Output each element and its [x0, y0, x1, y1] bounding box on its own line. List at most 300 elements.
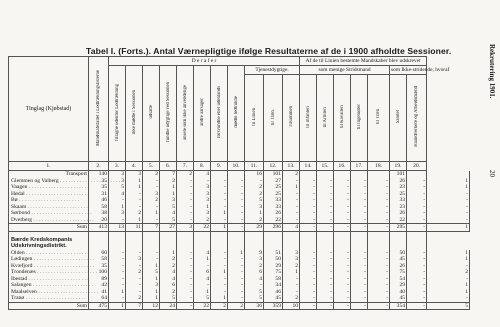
cell-value: 4: [160, 276, 177, 283]
cell-value: -: [143, 256, 160, 263]
cell-value: -: [228, 282, 245, 289]
cell-value: -: [177, 250, 194, 257]
cell-value: 3: [194, 197, 211, 204]
cell-value: 354: [390, 302, 407, 310]
cell-value: -: [407, 276, 427, 283]
cell-value: 1: [427, 289, 470, 296]
header-col: andre aarsager: [194, 66, 211, 162]
cell-value: 1: [109, 302, 126, 310]
cell-value: 1: [427, 250, 470, 257]
header-col: til Træn: [368, 75, 390, 162]
column-number: 1.: [9, 162, 89, 171]
cell-value: 23: [390, 184, 407, 191]
cell-value: 2: [245, 217, 264, 224]
cell-value: 3: [160, 197, 177, 204]
cell-value: -: [351, 289, 368, 296]
district-name: Transport: [9, 171, 89, 178]
cell-value: -: [300, 217, 317, 224]
cell-value: 50: [390, 250, 407, 257]
cell-value: 1: [143, 263, 160, 270]
cell-value: -: [194, 178, 211, 185]
cell-value: 6: [160, 282, 177, 289]
cell-value: -: [283, 197, 300, 204]
cell-value: -: [407, 204, 427, 211]
cell-value: 35: [89, 178, 109, 185]
cell-value: 3: [143, 191, 160, 198]
cell-value: -: [368, 197, 390, 204]
cell-value: 29: [390, 282, 407, 289]
cell-value: -: [334, 282, 351, 289]
cell-value: 2: [160, 256, 177, 263]
district-name: Bø . . .: [9, 197, 89, 204]
header-col: til Ingeniører: [351, 75, 368, 162]
cell-value: -: [368, 210, 390, 217]
cell-value: -: [109, 282, 126, 289]
cell-value: -: [194, 282, 211, 289]
cell-value: -: [300, 276, 317, 283]
cell-value: -: [351, 210, 368, 217]
cell-value: -: [407, 191, 427, 198]
cell-value: -: [228, 184, 245, 191]
cell-value: 6: [245, 269, 264, 276]
cell-value: 5: [160, 295, 177, 302]
column-number: 7.: [177, 162, 194, 171]
column-number: 4.: [126, 162, 143, 171]
cell-value: 20: [89, 217, 109, 224]
district-name: Vaagen . . .: [9, 184, 89, 191]
cell-value: 2: [126, 210, 143, 217]
cell-value: -: [228, 263, 245, 270]
cell-value: -: [334, 302, 351, 310]
cell-value: -: [334, 289, 351, 296]
cell-value: -: [427, 210, 470, 217]
cell-value: -: [334, 191, 351, 198]
cell-value: 3: [194, 210, 211, 217]
cell-value: -: [283, 289, 300, 296]
cell-value: 5: [245, 289, 264, 296]
cell-value: -: [228, 289, 245, 296]
cell-value: 31: [89, 191, 109, 198]
column-number: 13.: [283, 162, 300, 171]
cell-value: 5: [160, 217, 177, 224]
cell-value: -: [109, 197, 126, 204]
column-number: 17.: [351, 162, 368, 171]
cell-value: -: [334, 276, 351, 283]
cell-value: 45: [390, 295, 407, 302]
cell-value: 2: [126, 295, 143, 302]
cell-value: -: [407, 178, 427, 185]
cell-value: -: [368, 302, 390, 310]
cell-value: -: [427, 295, 470, 302]
column-number: 15.: [317, 162, 334, 171]
cell-value: 4: [160, 210, 177, 217]
table-title: Tabel I. (Forts.). Antal Værnepligtige ifølge Resultaterne af de i 1900 afholdte Sessioner.: [86, 46, 452, 56]
header-ikke-stridende: som Ikke-stridende, hvoraf: [391, 66, 450, 73]
cell-value: 2: [177, 171, 194, 178]
cell-value: -: [211, 256, 228, 263]
cell-value: 16: [245, 171, 264, 178]
header-col: til Artilleri: [317, 75, 334, 162]
header-total: Mandskabstallet i Lodtrækningslisterne: [89, 57, 109, 162]
cell-value: 23: [390, 204, 407, 211]
cell-value: -: [228, 197, 245, 204]
cell-value: -: [126, 282, 143, 289]
cell-value: -: [407, 295, 427, 302]
cell-value: -: [300, 197, 317, 204]
cell-value: -: [407, 263, 427, 270]
cell-value: -: [228, 204, 245, 211]
cell-value: -: [368, 256, 390, 263]
page-number: 20: [488, 170, 496, 177]
cell-value: 1: [228, 250, 245, 257]
cell-value: 12: [143, 302, 160, 310]
column-number: 9.: [211, 162, 228, 171]
cell-value: -: [228, 269, 245, 276]
cell-value: 1: [211, 295, 228, 302]
cell-value: 26: [264, 210, 283, 217]
cell-value: -: [300, 289, 317, 296]
cell-value: -: [407, 269, 427, 276]
cell-value: -: [351, 269, 368, 276]
cell-value: -: [407, 224, 427, 232]
column-number: 16.: [334, 162, 351, 171]
cell-value: 2: [160, 289, 177, 296]
district-name: Hødal . . .: [9, 191, 89, 198]
cell-value: -: [211, 191, 228, 198]
cell-value: 40: [390, 289, 407, 296]
district-name: Sørbond . . .: [9, 210, 89, 217]
cell-value: -: [300, 191, 317, 198]
cell-value: 1: [427, 184, 470, 191]
cell-value: -: [407, 256, 427, 263]
cell-value: -: [228, 295, 245, 302]
column-number: 19.: [390, 162, 407, 171]
cell-value: -: [109, 295, 126, 302]
cell-value: 1: [109, 289, 126, 296]
cell-value: 5: [109, 184, 126, 191]
cell-value: 2: [283, 171, 300, 178]
cell-value: -: [143, 204, 160, 211]
header-col: til Træn.: [264, 75, 283, 162]
cell-value: [351, 171, 368, 178]
cell-value: -: [317, 184, 334, 191]
cell-value: 4: [194, 171, 211, 178]
cell-value: [427, 171, 470, 178]
cell-value: -: [334, 210, 351, 217]
side-label: Rekrutering 1901.: [488, 44, 496, 99]
cell-value: 33: [264, 197, 283, 204]
cell-value: -: [317, 217, 334, 224]
sum-row: [9, 224, 470, 232]
cell-value: 26: [390, 210, 407, 217]
cell-value: -: [228, 191, 245, 198]
cell-value: -: [368, 184, 390, 191]
cell-value: -: [143, 217, 160, 224]
cell-value: -: [317, 282, 334, 289]
cell-value: -: [351, 217, 368, 224]
cell-value: 45: [264, 295, 283, 302]
cell-value: -: [334, 184, 351, 191]
cell-value: -: [211, 204, 228, 211]
cell-value: 42: [89, 282, 109, 289]
cell-value: -: [177, 282, 194, 289]
cell-value: 7: [143, 224, 160, 232]
cell-value: -: [300, 224, 317, 232]
cell-value: -: [177, 197, 194, 204]
cell-value: 3: [109, 171, 126, 178]
table-row: [9, 171, 470, 178]
cell-value: -: [211, 178, 228, 185]
cell-value: -: [334, 204, 351, 211]
cell-value: 2: [211, 302, 228, 310]
cell-value: -: [368, 295, 390, 302]
cell-value: -: [351, 250, 368, 257]
header-col: forsvundne eller udenlands: [211, 66, 228, 162]
cell-value: -: [351, 276, 368, 283]
cell-value: 3: [177, 224, 194, 232]
cell-value: -: [300, 250, 317, 257]
cell-value: -: [368, 204, 390, 211]
sum-row: [9, 302, 470, 310]
cell-value: 296: [264, 224, 283, 232]
cell-value: -: [334, 256, 351, 263]
cell-value: -: [334, 197, 351, 204]
table-row: [9, 217, 470, 224]
column-number: 5.: [143, 162, 160, 171]
district-name: Bærde Kredskompanis: [9, 237, 89, 244]
table-row: [9, 295, 470, 302]
cell-value: -: [211, 289, 228, 296]
cell-value: -: [427, 263, 470, 270]
cell-value: 54: [390, 276, 407, 283]
cell-value: 1: [143, 276, 160, 283]
cell-value: -: [317, 197, 334, 204]
cell-value: -: [211, 184, 228, 191]
cell-value: -: [300, 184, 317, 191]
cell-value: -: [351, 282, 368, 289]
cell-value: -: [334, 295, 351, 302]
cell-value: 3: [109, 178, 126, 185]
cell-value: -: [317, 210, 334, 217]
column-number: 14.: [300, 162, 317, 171]
cell-value: -: [317, 302, 334, 310]
cell-value: -: [143, 184, 160, 191]
cell-value: 2: [160, 178, 177, 185]
cell-value: 1: [283, 184, 300, 191]
header-col: til Infanteri: [300, 75, 317, 162]
cell-value: -: [351, 204, 368, 211]
cell-value: 60: [89, 250, 109, 257]
cell-value: -: [317, 295, 334, 302]
cell-value: 5: [143, 269, 160, 276]
cell-value: -: [334, 217, 351, 224]
cell-value: 25: [264, 184, 283, 191]
cell-value: 3: [283, 256, 300, 263]
cell-value: -: [368, 282, 390, 289]
cell-value: 1: [160, 250, 177, 257]
cell-value: -: [300, 256, 317, 263]
district-name: Udskrivningsdistrikt.: [9, 243, 89, 250]
cell-value: [300, 171, 317, 178]
cell-value: 34: [264, 282, 283, 289]
cell-value: 359: [264, 302, 283, 310]
cell-value: 101: [390, 171, 407, 178]
cell-value: -: [245, 178, 264, 185]
cell-value: 140: [89, 171, 109, 178]
cell-value: -: [283, 276, 300, 283]
cell-value: -: [143, 250, 160, 257]
cell-value: -: [351, 302, 368, 310]
cell-value: 5: [194, 295, 211, 302]
cell-value: 29: [245, 224, 264, 232]
cell-value: 1: [427, 178, 470, 185]
cell-value: -: [300, 269, 317, 276]
cell-value: 5: [245, 197, 264, 204]
cell-value: -: [427, 197, 470, 204]
cell-value: -: [334, 250, 351, 257]
cell-value: -: [126, 250, 143, 257]
cell-value: 24: [160, 302, 177, 310]
cell-value: 45: [390, 256, 407, 263]
cell-value: 13: [109, 224, 126, 232]
cell-value: -: [368, 178, 390, 185]
header-col: Sanitet: [390, 75, 407, 162]
cell-value: -: [143, 178, 160, 185]
cell-value: -: [351, 295, 368, 302]
column-number: 18.: [368, 162, 390, 171]
cell-value: 5: [245, 295, 264, 302]
cell-value: 101: [264, 171, 283, 178]
cell-value: 2: [228, 302, 245, 310]
cell-value: 2: [283, 295, 300, 302]
cell-value: -: [109, 269, 126, 276]
cell-value: 58: [89, 204, 109, 211]
cell-value: 3: [126, 171, 143, 178]
header-col: mødte lodtrukne: [228, 66, 245, 162]
cell-value: 2: [160, 263, 177, 270]
cell-value: 22: [194, 224, 211, 232]
cell-value: -: [317, 263, 334, 270]
cell-value: 1: [126, 217, 143, 224]
cell-value: -: [177, 210, 194, 217]
header-deraf-er: D e r a f e r: [109, 57, 300, 66]
column-number: 2.: [89, 162, 109, 171]
cell-value: -: [351, 224, 368, 232]
district-name: Kvæfjord . . .: [9, 263, 89, 270]
district-name: Olden . . .: [9, 250, 89, 257]
cell-value: 1: [211, 224, 228, 232]
cell-value: -: [317, 289, 334, 296]
cell-value: 1: [143, 295, 160, 302]
cell-value: 2: [283, 263, 300, 270]
cell-value: -: [407, 302, 427, 310]
cell-value: -: [211, 197, 228, 204]
cell-value: -: [300, 302, 317, 310]
cell-value: -: [407, 250, 427, 257]
header-col: Tilsammen: [283, 75, 300, 162]
cell-value: -: [177, 269, 194, 276]
district-name: Ibestad . . .: [9, 276, 89, 283]
district-name: Dverberg . . .: [9, 217, 89, 224]
cell-value: -: [283, 178, 300, 185]
district-name: Salangen . . .: [9, 282, 89, 289]
cell-value: 58: [264, 276, 283, 283]
cell-value: 2: [245, 263, 264, 270]
cell-value: 1: [109, 204, 126, 211]
cell-value: 35: [89, 263, 109, 270]
cell-value: -: [228, 276, 245, 283]
cell-value: 2: [245, 191, 264, 198]
header-right-group: Af de til Linien bestemte Mandskaber blev udskrevet: [300, 57, 427, 66]
cell-value: 1: [194, 204, 211, 211]
cell-value: -: [317, 224, 334, 232]
header-col: udsatte: [143, 66, 160, 162]
cell-value: 1: [160, 184, 177, 191]
cell-value: 41: [89, 289, 109, 296]
cell-value: -: [317, 191, 334, 198]
cell-value: 1: [427, 224, 470, 232]
header-tjenestdygtige: Tjenestdygtige.: [245, 66, 300, 75]
cell-value: -: [351, 184, 368, 191]
statistics-table: [8, 56, 470, 310]
cell-value: 3: [143, 282, 160, 289]
cell-value: [407, 171, 427, 178]
cell-value: 4: [283, 224, 300, 232]
cell-value: -: [427, 276, 470, 283]
cell-value: 295: [390, 224, 407, 232]
cell-value: -: [368, 276, 390, 283]
cell-value: -: [177, 256, 194, 263]
cell-value: -: [177, 217, 194, 224]
cell-value: -: [177, 204, 194, 211]
cell-value: [228, 171, 245, 178]
cell-value: -: [351, 197, 368, 204]
cell-value: -: [334, 178, 351, 185]
cell-value: 58: [89, 256, 109, 263]
cell-value: 35: [89, 184, 109, 191]
cell-value: 75: [264, 269, 283, 276]
cell-value: -: [407, 217, 427, 224]
cell-value: 2: [126, 269, 143, 276]
cell-value: 33: [390, 197, 407, 204]
cell-value: [334, 171, 351, 178]
cell-value: 29: [264, 263, 283, 270]
cell-value: 33: [264, 204, 283, 211]
cell-value: 3: [283, 250, 300, 257]
column-number: 8.: [194, 162, 211, 171]
cell-value: 4: [194, 250, 211, 257]
district-name: Skaam . . .: [9, 204, 89, 211]
cell-value: -: [351, 256, 368, 263]
cell-value: -: [177, 184, 194, 191]
district-name: Lødingen . . .: [9, 256, 89, 263]
cell-value: 51: [264, 250, 283, 257]
cell-value: -: [334, 224, 351, 232]
column-number: 6.: [160, 162, 177, 171]
cell-value: 1: [143, 210, 160, 217]
cell-value: -: [300, 263, 317, 270]
cell-value: -: [177, 263, 194, 270]
cell-value: -: [177, 289, 194, 296]
cell-value: -: [211, 250, 228, 257]
cell-value: -: [427, 204, 470, 211]
cell-value: 3: [245, 204, 264, 211]
cell-value: -: [300, 204, 317, 211]
cell-value: -: [407, 282, 427, 289]
cell-value: 75: [390, 269, 407, 276]
cell-value: -: [351, 191, 368, 198]
cell-value: -: [317, 276, 334, 283]
